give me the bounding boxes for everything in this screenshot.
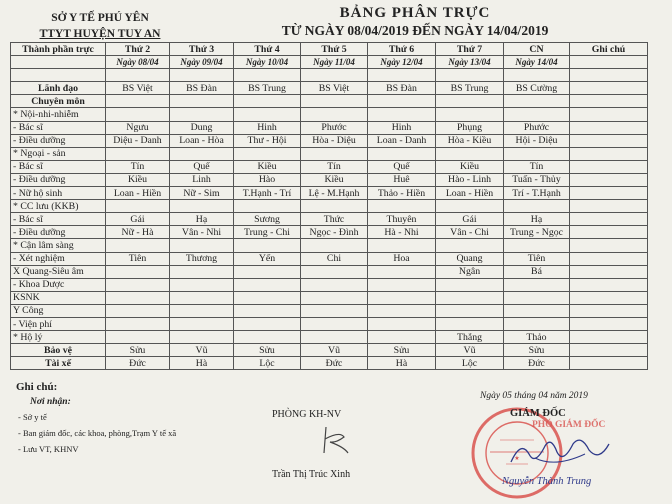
table-header-row bbox=[11, 43, 648, 56]
schedule-cell: Đức bbox=[301, 357, 368, 370]
schedule-cell: BS Cường bbox=[504, 82, 570, 95]
row-label: - Nữ hộ sinh bbox=[11, 187, 106, 200]
notes-cell bbox=[570, 213, 648, 226]
table-cell bbox=[106, 69, 170, 82]
schedule-cell: Hạ bbox=[504, 213, 570, 226]
schedule-cell: Trung - Chi bbox=[234, 226, 301, 239]
schedule-cell bbox=[106, 95, 170, 108]
schedule-cell bbox=[368, 200, 436, 213]
schedule-cell bbox=[301, 291, 368, 304]
table-row bbox=[11, 317, 648, 330]
table-row bbox=[11, 304, 648, 317]
schedule-cell bbox=[368, 147, 436, 160]
schedule-cell: Tín bbox=[301, 160, 368, 173]
table-row bbox=[11, 239, 648, 252]
notes-cell bbox=[570, 108, 648, 121]
duty-schedule-table bbox=[10, 42, 648, 370]
notes-cell bbox=[570, 278, 648, 291]
notes-cell bbox=[570, 317, 648, 330]
row-label: - Điều dưỡng bbox=[11, 226, 106, 239]
schedule-cell bbox=[504, 304, 570, 317]
notes-cell bbox=[570, 252, 648, 265]
row-label: Bảo vệ bbox=[11, 344, 106, 357]
row-label: Tài xế bbox=[11, 357, 106, 370]
schedule-cell bbox=[170, 95, 234, 108]
table-row bbox=[11, 265, 648, 278]
schedule-cell bbox=[106, 317, 170, 330]
table-cell bbox=[234, 69, 301, 82]
schedule-cell bbox=[170, 147, 234, 160]
schedule-cell bbox=[301, 331, 368, 344]
schedule-cell: BS Việt bbox=[301, 82, 368, 95]
notes-cell bbox=[570, 239, 648, 252]
schedule-cell: Loan - Hòa bbox=[170, 134, 234, 147]
schedule-cell bbox=[368, 304, 436, 317]
deputy-director-stamp: PHÓ GIÁM ĐỐC bbox=[532, 420, 606, 430]
document-title-block bbox=[250, 4, 580, 40]
table-row bbox=[11, 121, 648, 134]
right-signer-name: Nguyễn Thành Trung bbox=[502, 476, 592, 487]
schedule-cell bbox=[234, 108, 301, 121]
schedule-cell bbox=[170, 291, 234, 304]
schedule-cell bbox=[504, 108, 570, 121]
date-cell: Ngày 08/04 bbox=[106, 56, 170, 69]
schedule-cell: Hạ bbox=[170, 213, 234, 226]
schedule-cell bbox=[368, 265, 436, 278]
schedule-cell bbox=[504, 278, 570, 291]
schedule-cell bbox=[436, 278, 504, 291]
schedule-cell: Quang bbox=[436, 252, 504, 265]
schedule-cell: Lệ - M.Hạnh bbox=[301, 187, 368, 200]
schedule-cell: BS Việt bbox=[106, 82, 170, 95]
schedule-cell: Vân - Chi bbox=[436, 226, 504, 239]
schedule-cell: Tiên bbox=[106, 252, 170, 265]
row-label: - Bác sĩ bbox=[11, 213, 106, 226]
notes-cell bbox=[570, 357, 648, 370]
schedule-cell: Vũ bbox=[301, 344, 368, 357]
notes-cell bbox=[570, 291, 648, 304]
table-row bbox=[11, 147, 648, 160]
notes-cell bbox=[570, 331, 648, 344]
date-cell: Ngày 10/04 bbox=[234, 56, 301, 69]
recipient-item: - Ban giám đốc, các khoa, phòng,Trạm Y tế xã bbox=[18, 428, 177, 438]
schedule-cell bbox=[301, 147, 368, 160]
row-label: * Nội-nhi-nhiễm bbox=[11, 108, 106, 121]
table-row bbox=[11, 344, 648, 357]
row-label: - Bác sĩ bbox=[11, 121, 106, 134]
table-row bbox=[11, 291, 648, 304]
schedule-cell bbox=[234, 265, 301, 278]
schedule-cell bbox=[368, 278, 436, 291]
schedule-cell: Hòa - Diệu bbox=[301, 134, 368, 147]
schedule-cell: Thắng bbox=[436, 331, 504, 344]
schedule-cell: Nữ - Hà bbox=[106, 226, 170, 239]
schedule-cell bbox=[234, 95, 301, 108]
notes-label: Ghi chú: bbox=[16, 381, 58, 393]
table-cell bbox=[436, 69, 504, 82]
schedule-cell: Sửu bbox=[106, 344, 170, 357]
table-row bbox=[11, 160, 648, 173]
table-row bbox=[11, 82, 648, 95]
schedule-cell: Hòa - Kiều bbox=[436, 134, 504, 147]
schedule-cell bbox=[301, 265, 368, 278]
schedule-cell: Dung bbox=[170, 121, 234, 134]
recipient-item: - Lưu VT, KHNV bbox=[18, 444, 79, 454]
date-cell: Ngày 11/04 bbox=[301, 56, 368, 69]
schedule-cell: Tín bbox=[504, 160, 570, 173]
table-row bbox=[11, 213, 648, 226]
schedule-cell bbox=[170, 239, 234, 252]
schedule-cell: Hinh bbox=[234, 121, 301, 134]
row-label: - Điều dưỡng bbox=[11, 134, 106, 147]
row-label: Y Công bbox=[11, 304, 106, 317]
schedule-cell bbox=[436, 317, 504, 330]
schedule-cell: Tiên bbox=[504, 252, 570, 265]
signing-date: Ngày 05 tháng 04 năm 2019 bbox=[480, 391, 588, 401]
schedule-cell: Hà bbox=[368, 357, 436, 370]
schedule-cell bbox=[301, 239, 368, 252]
schedule-cell bbox=[436, 147, 504, 160]
table-row bbox=[11, 357, 648, 370]
row-label: - Viện phí bbox=[11, 317, 106, 330]
schedule-cell: Chi bbox=[301, 252, 368, 265]
left-signature-image bbox=[318, 425, 358, 455]
org-line-1: SỞ Y TẾ PHÚ YÊN bbox=[51, 12, 149, 24]
schedule-cell bbox=[106, 291, 170, 304]
column-header-day: Thứ 7 bbox=[436, 43, 504, 56]
schedule-cell bbox=[436, 95, 504, 108]
schedule-cell: Ngân bbox=[436, 265, 504, 278]
table-row bbox=[11, 226, 648, 239]
date-cell: Ngày 12/04 bbox=[368, 56, 436, 69]
schedule-cell bbox=[234, 291, 301, 304]
column-header-day: Thứ 6 bbox=[368, 43, 436, 56]
schedule-cell: T.Hạnh - Trí bbox=[234, 187, 301, 200]
director-title: GIÁM ĐỐC bbox=[510, 408, 566, 419]
schedule-cell: Hội - Diệu bbox=[504, 134, 570, 147]
table-row bbox=[11, 173, 648, 186]
schedule-cell: Kiều bbox=[106, 173, 170, 186]
row-label: Lãnh đạo bbox=[11, 82, 106, 95]
row-label: KSNK bbox=[11, 291, 106, 304]
schedule-cell bbox=[106, 108, 170, 121]
column-header-notes: Ghi chú bbox=[570, 43, 648, 56]
table-row bbox=[11, 108, 648, 121]
schedule-cell bbox=[504, 291, 570, 304]
schedule-cell bbox=[234, 239, 301, 252]
schedule-cell: Phước bbox=[504, 121, 570, 134]
schedule-cell: Thương bbox=[170, 252, 234, 265]
row-label: - Điều dưỡng bbox=[11, 173, 106, 186]
schedule-cell bbox=[106, 265, 170, 278]
schedule-cell bbox=[368, 108, 436, 121]
schedule-cell bbox=[106, 304, 170, 317]
schedule-cell bbox=[106, 147, 170, 160]
table-dates-row bbox=[11, 56, 648, 69]
schedule-cell bbox=[106, 200, 170, 213]
schedule-cell bbox=[301, 95, 368, 108]
schedule-cell bbox=[436, 108, 504, 121]
date-cell: Ngày 13/04 bbox=[436, 56, 504, 69]
column-header-day: CN bbox=[504, 43, 570, 56]
schedule-cell: Hào bbox=[234, 173, 301, 186]
row-label: Chuyên môn bbox=[11, 95, 106, 108]
schedule-cell bbox=[234, 147, 301, 160]
schedule-cell: Bá bbox=[504, 265, 570, 278]
schedule-cell: BS Trung bbox=[234, 82, 301, 95]
date-cell: Ngày 09/04 bbox=[170, 56, 234, 69]
row-label: * Cận lâm sàng bbox=[11, 239, 106, 252]
schedule-cell: Kiều bbox=[301, 173, 368, 186]
table-cell bbox=[368, 69, 436, 82]
schedule-cell: Hà bbox=[170, 357, 234, 370]
department-label: PHÒNG KH-NV bbox=[272, 409, 342, 420]
schedule-cell: Thảo bbox=[504, 331, 570, 344]
row-label: * Hộ lý bbox=[11, 331, 106, 344]
schedule-cell: Huê bbox=[368, 173, 436, 186]
schedule-cell: Loan - Hiền bbox=[436, 187, 504, 200]
schedule-cell: Sửu bbox=[504, 344, 570, 357]
recipient-item: - Sở y tế bbox=[18, 412, 47, 422]
column-header-day: Thứ 3 bbox=[170, 43, 234, 56]
schedule-cell: Đức bbox=[504, 357, 570, 370]
schedule-cell bbox=[504, 200, 570, 213]
right-signature-image bbox=[505, 432, 615, 472]
schedule-cell bbox=[106, 331, 170, 344]
schedule-cell: Hà - Nhi bbox=[368, 226, 436, 239]
schedule-cell bbox=[234, 278, 301, 291]
schedule-cell: Trung - Ngọc bbox=[504, 226, 570, 239]
date-cell: Ngày 14/04 bbox=[504, 56, 570, 69]
notes-cell bbox=[570, 82, 648, 95]
date-range-title: TỪ NGÀY 08/04/2019 ĐẾN NGÀY 14/04/2019 bbox=[281, 23, 549, 38]
row-label: * Ngoại - sản bbox=[11, 147, 106, 160]
notes-cell bbox=[570, 95, 648, 108]
schedule-cell: Tín bbox=[106, 160, 170, 173]
schedule-cell bbox=[170, 304, 234, 317]
table-cell bbox=[570, 56, 648, 69]
column-header-role: Thành phần trực bbox=[11, 43, 106, 56]
schedule-cell bbox=[170, 200, 234, 213]
table-row bbox=[11, 95, 648, 108]
schedule-cell: Vân - Nhi bbox=[170, 226, 234, 239]
table-cell bbox=[11, 69, 106, 82]
table-cell bbox=[504, 69, 570, 82]
column-header-day: Thứ 5 bbox=[301, 43, 368, 56]
schedule-cell bbox=[504, 239, 570, 252]
notes-cell bbox=[570, 265, 648, 278]
schedule-cell bbox=[504, 317, 570, 330]
schedule-cell bbox=[368, 291, 436, 304]
row-label: - Xét nghiệm bbox=[11, 252, 106, 265]
schedule-cell bbox=[301, 200, 368, 213]
notes-cell bbox=[570, 173, 648, 186]
schedule-cell bbox=[504, 95, 570, 108]
schedule-cell: Sửu bbox=[368, 344, 436, 357]
notes-cell bbox=[570, 160, 648, 173]
column-header-day: Thứ 4 bbox=[234, 43, 301, 56]
schedule-cell: Gái bbox=[436, 213, 504, 226]
schedule-cell: Thảo - Hiền bbox=[368, 187, 436, 200]
schedule-cell: Ngưu bbox=[106, 121, 170, 134]
schedule-cell: Gái bbox=[106, 213, 170, 226]
schedule-cell bbox=[234, 317, 301, 330]
notes-cell bbox=[570, 147, 648, 160]
schedule-cell: Thư - Hội bbox=[234, 134, 301, 147]
table-cell bbox=[570, 69, 648, 82]
schedule-cell: Linh bbox=[170, 173, 234, 186]
schedule-cell bbox=[106, 239, 170, 252]
table-row bbox=[11, 252, 648, 265]
table-cell bbox=[11, 56, 106, 69]
schedule-cell bbox=[436, 304, 504, 317]
schedule-cell bbox=[170, 278, 234, 291]
schedule-cell bbox=[234, 304, 301, 317]
schedule-cell: Hinh bbox=[368, 121, 436, 134]
schedule-cell: Loan - Danh bbox=[368, 134, 436, 147]
schedule-cell bbox=[368, 317, 436, 330]
table-row bbox=[11, 331, 648, 344]
schedule-cell: Phước bbox=[301, 121, 368, 134]
schedule-cell: Lộc bbox=[436, 357, 504, 370]
schedule-cell: Nữ - Sim bbox=[170, 187, 234, 200]
schedule-cell: Đức bbox=[106, 357, 170, 370]
schedule-cell: Phụng bbox=[436, 121, 504, 134]
schedule-cell: Kiều bbox=[234, 160, 301, 173]
schedule-cell bbox=[170, 265, 234, 278]
svg-text:★: ★ bbox=[514, 455, 520, 462]
row-label: - Khoa Dược bbox=[11, 278, 106, 291]
notes-cell bbox=[570, 121, 648, 134]
schedule-cell: Loan - Hiền bbox=[106, 187, 170, 200]
table-row bbox=[11, 200, 648, 213]
schedule-cell: Yến bbox=[234, 252, 301, 265]
schedule-cell: Thức bbox=[301, 213, 368, 226]
schedule-cell: BS Đàn bbox=[368, 82, 436, 95]
schedule-cell: BS Trung bbox=[436, 82, 504, 95]
schedule-cell bbox=[301, 278, 368, 291]
schedule-cell bbox=[368, 331, 436, 344]
schedule-cell bbox=[170, 317, 234, 330]
schedule-cell: Trí - T.Hạnh bbox=[504, 187, 570, 200]
schedule-cell bbox=[301, 304, 368, 317]
schedule-cell bbox=[170, 331, 234, 344]
notes-cell bbox=[570, 304, 648, 317]
schedule-cell: Lộc bbox=[234, 357, 301, 370]
org-line-2: TTYT HUYỆN TUY AN bbox=[39, 28, 161, 40]
schedule-cell bbox=[301, 317, 368, 330]
schedule-cell: BS Đàn bbox=[170, 82, 234, 95]
notes-cell bbox=[570, 187, 648, 200]
row-label: - Bác sĩ bbox=[11, 160, 106, 173]
notes-cell bbox=[570, 226, 648, 239]
notes-cell bbox=[570, 200, 648, 213]
table-row bbox=[11, 278, 648, 291]
schedule-cell: Ngọc - Đình bbox=[301, 226, 368, 239]
row-label: * CC lưu (KKB) bbox=[11, 200, 106, 213]
left-signer-name: Trần Thị Trúc Xinh bbox=[272, 469, 351, 480]
schedule-cell: Diệu - Danh bbox=[106, 134, 170, 147]
column-header-day: Thứ 2 bbox=[106, 43, 170, 56]
schedule-cell bbox=[436, 200, 504, 213]
schedule-cell: Sửu bbox=[234, 344, 301, 357]
table-row bbox=[11, 134, 648, 147]
schedule-cell bbox=[436, 239, 504, 252]
organization-header bbox=[30, 10, 170, 42]
schedule-cell: Quế bbox=[170, 160, 234, 173]
schedule-cell: Quế bbox=[368, 160, 436, 173]
schedule-cell bbox=[301, 108, 368, 121]
schedule-cell bbox=[106, 278, 170, 291]
schedule-cell: Hào - Linh bbox=[436, 173, 504, 186]
schedule-cell: Tuấn - Thủy bbox=[504, 173, 570, 186]
schedule-cell: Vũ bbox=[170, 344, 234, 357]
schedule-cell bbox=[436, 291, 504, 304]
notes-cell bbox=[570, 134, 648, 147]
schedule-cell: Sương bbox=[234, 213, 301, 226]
schedule-cell bbox=[368, 239, 436, 252]
row-label: X Quang-Siêu âm bbox=[11, 265, 106, 278]
schedule-cell bbox=[234, 331, 301, 344]
schedule-cell: Hoa bbox=[368, 252, 436, 265]
recipients-label: Nơi nhận: bbox=[30, 397, 71, 407]
table-cell bbox=[301, 69, 368, 82]
schedule-cell bbox=[504, 147, 570, 160]
schedule-cell: Thuyên bbox=[368, 213, 436, 226]
table-row bbox=[11, 69, 648, 82]
schedule-cell bbox=[368, 95, 436, 108]
schedule-cell bbox=[170, 108, 234, 121]
schedule-cell bbox=[234, 200, 301, 213]
schedule-cell: Kiều bbox=[436, 160, 504, 173]
table-cell bbox=[170, 69, 234, 82]
table-row bbox=[11, 187, 648, 200]
document-title: BẢNG PHÂN TRỰC bbox=[339, 5, 491, 21]
schedule-cell: Vũ bbox=[436, 344, 504, 357]
notes-cell bbox=[570, 344, 648, 357]
